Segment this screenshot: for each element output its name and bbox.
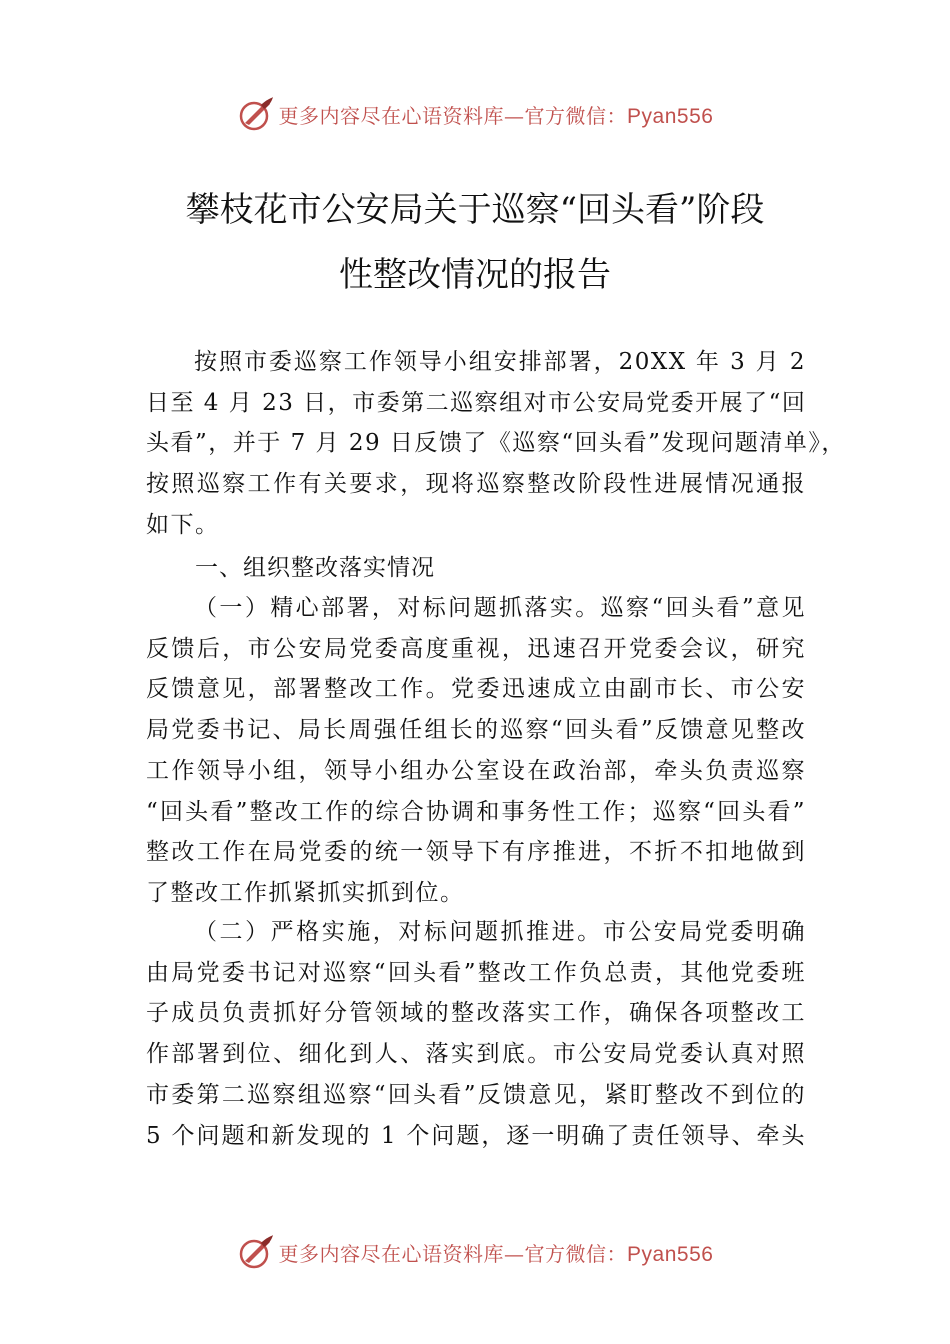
banner-text: 更多内容尽在心语资料库—官方微信：Pyan556 [278, 1241, 714, 1266]
paragraph-2 [146, 912, 806, 1156]
text-line: 反馈意见，部署整改工作。党委迅速成立由副市长、市公安 [146, 676, 806, 703]
top-banner [0, 94, 950, 134]
quill-logo-icon [237, 95, 275, 133]
text-line: 子成员负责抓好分管领域的整改落实工作，确保各项整改工 [146, 1000, 806, 1027]
text-line: 局党委书记、局长周强任组长的巡察“回头看”反馈意见整改 [146, 717, 806, 744]
text-line: 作部署到位、细化到人、落实到底。市公安局党委认真对照 [146, 1041, 806, 1068]
intro-paragraph [146, 342, 846, 546]
document-title-line-2: 性整改情况的报告 [339, 255, 611, 295]
paragraph-1 [146, 588, 806, 914]
text-line: 市委第二巡察组巡察“回头看”反馈意见，紧盯整改不到位的 [146, 1081, 806, 1108]
text-line: （一）精心部署，对标问题抓落实。巡察“回头看”意见 [194, 595, 806, 621]
text-line: 工作领导小组，领导小组办公室设在政治部，牵头负责巡察 [146, 757, 806, 784]
text-line: 了整改工作抓紧抓实抓到位。 [146, 879, 465, 906]
section-heading: 一、组织整改落实情况 [195, 555, 435, 581]
wechat-id: Pyan556 [627, 104, 714, 128]
text-line: 如下。 [146, 511, 220, 538]
bottom-banner [0, 1232, 950, 1272]
banner-text: 更多内容尽在心语资料库—官方微信：Pyan556 [278, 103, 714, 128]
text-line: 日至 4 月 23 日，市委第二巡察组对市公安局党委开展了“回 [146, 389, 807, 416]
text-line: 按照市委巡察工作领导小组安排部署，20XX 年 3 月 2 [194, 349, 806, 375]
text-line: （二）严格实施，对标问题抓推进。市公安局党委明确 [194, 919, 806, 945]
text-line: 整改工作在局党委的统一领导下有序推进，不折不扣地做到 [146, 839, 806, 866]
text-line: 由局党委书记对巡察“回头看”整改工作负总责，其他党委班 [146, 959, 806, 986]
document-title-line-1: 攀枝花市公安局关于巡察“回头看”阶段 [185, 190, 765, 230]
text-line: 按照巡察工作有关要求，现将巡察整改阶段性进展情况通报 [146, 471, 806, 498]
text-line: 头看”，并于 7 月 29 日反馈了《巡察“回头看”发现问题清单》， [146, 430, 846, 457]
text-line: 5 个问题和新发现的 1 个问题，逐一明确了责任领导、牵头 [146, 1122, 806, 1149]
text-line: 反馈后，市公安局党委高度重视，迅速召开党委会议，研究 [146, 635, 806, 662]
quill-logo-icon [237, 1233, 275, 1271]
wechat-id: Pyan556 [627, 1242, 714, 1266]
text-line: “回头看”整改工作的综合协调和事务性工作；巡察“回头看” [146, 798, 806, 825]
